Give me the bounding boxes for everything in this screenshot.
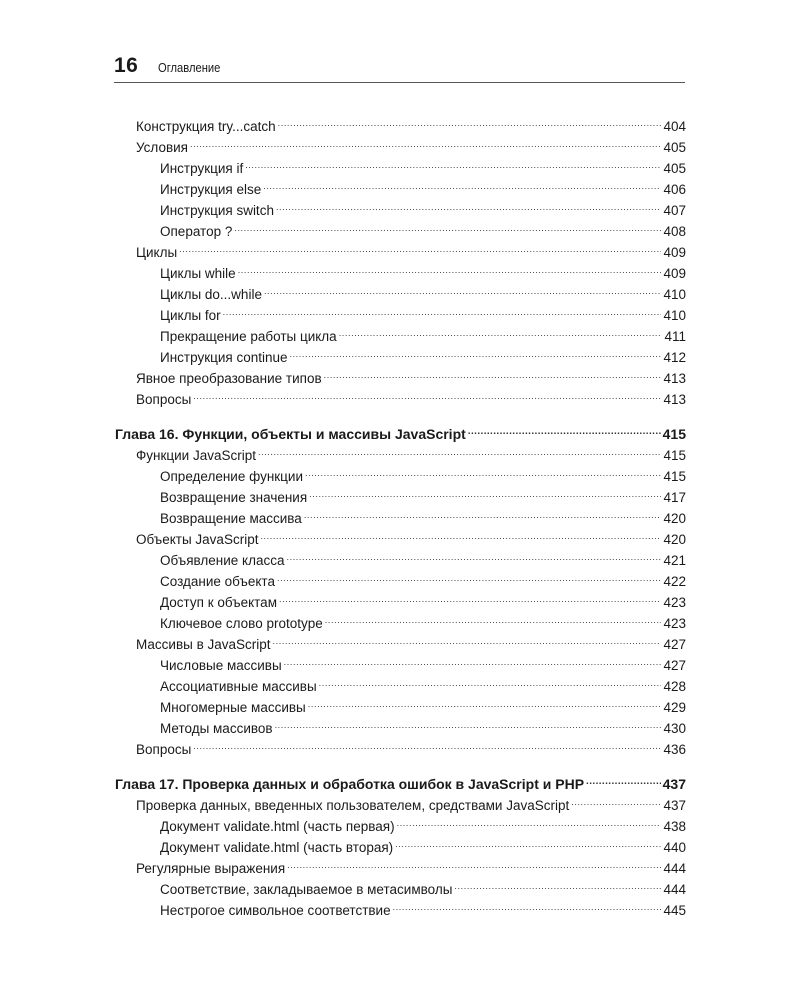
toc-entry [136,386,686,407]
toc-entry [136,442,686,463]
toc-entry [160,260,686,281]
entry-page-number: 409 [663,245,686,260]
toc-entry [160,897,686,918]
entry-title: Возвращение значения [160,490,308,505]
dot-leader [284,652,662,670]
entry-page-number: 427 [663,658,686,673]
entry-page-number: 429 [663,700,686,715]
entry-page-number: 422 [663,574,686,589]
entry-page-number: 404 [663,119,686,134]
entry-title: Массивы в JavaScript [136,637,271,652]
entry-page-number: 408 [663,224,686,239]
entry-page-number: 406 [663,182,686,197]
dot-leader [305,463,661,481]
entry-page-number: 413 [663,371,686,386]
dot-leader [309,484,661,502]
entry-title: Инструкция continue [160,350,288,365]
entry-page-number: 445 [663,903,686,918]
toc-entry [160,876,686,897]
dot-leader [278,113,662,131]
dot-leader [260,526,661,544]
entry-page-number: 423 [663,616,686,631]
dot-leader [190,134,661,152]
toc-entry [160,463,686,484]
entry-title: Доступ к объектам [160,595,277,610]
toc-entry [160,484,686,505]
entry-page-number: 444 [663,882,686,897]
dot-leader [454,876,661,894]
entry-page-number: 420 [663,532,686,547]
dot-leader [325,610,662,628]
dot-leader [397,813,662,831]
toc-entry [160,673,686,694]
entry-title: Глава 16. Функции, объекты и массивы JavaScript [115,426,466,442]
dot-leader [258,442,662,460]
dot-leader [319,673,662,691]
entry-title: Объекты JavaScript [136,532,259,547]
dot-leader [339,323,663,341]
dot-leader [279,589,661,607]
entry-title: Числовые массивы [160,658,282,673]
dot-leader [287,855,661,873]
entry-page-number: 412 [663,350,686,365]
toc-entry [160,652,686,673]
toc-entry [136,365,686,386]
entry-page-number: 413 [663,392,686,407]
entry-title: Конструкция try...catch [136,119,276,134]
entry-title: Регулярные выражения [136,861,286,876]
entry-title: Документ validate.html (часть вторая) [160,840,394,855]
entry-title: Инструкция else [160,182,262,197]
entry-title: Явное преобразование типов [136,371,322,386]
entry-page-number: 409 [663,266,686,281]
entry-page-number: 421 [663,553,686,568]
toc-entry [136,526,686,547]
page-header [114,52,685,83]
entry-title: Создание объекта [160,574,275,589]
toc-entry [136,792,686,813]
entry-title: Условия [136,140,188,155]
entry-page-number: 428 [663,679,686,694]
entry-title: Глава 17. Проверка данных и обработка ошибок в JavaScript и PHP [115,776,585,792]
entry-page-number: 423 [663,595,686,610]
toc-entry [160,834,686,855]
entry-page-number: 415 [663,469,686,484]
entry-page-number: 405 [663,161,686,176]
entry-page-number: 417 [663,490,686,505]
toc-entry [160,323,686,344]
dot-leader [223,302,662,320]
dot-leader [289,344,661,362]
dot-leader [238,260,662,278]
dot-leader [263,176,661,194]
toc-entry [160,547,686,568]
entry-title: Ассоциативные массивы [160,679,317,694]
entry-page-number: 440 [663,840,686,855]
entry-page-number: 405 [663,140,686,155]
dot-leader [287,547,662,565]
entry-title: Проверка данных, введенных пользователем, средствами JavaScript [136,798,570,813]
toc-entry [160,694,686,715]
page-number: 16 [114,54,139,77]
entry-title: Методы массивов [160,721,273,736]
dot-leader [586,771,661,789]
toc-entry [160,176,686,197]
entry-title: Нестрогое символьное соответствие [160,903,391,918]
entry-page-number: 444 [663,861,686,876]
entry-title: Циклы while [160,266,236,281]
running-title: Оглавление [158,60,221,75]
toc-entry [160,568,686,589]
dot-leader [304,505,662,523]
dot-leader [245,155,661,173]
toc-entry [136,631,686,652]
dot-leader [179,239,661,257]
toc-entry [160,715,686,736]
entry-page-number: 437 [662,776,686,792]
entry-page-number: 437 [663,798,686,813]
toc-entry [160,281,686,302]
entry-title: Циклы for [160,308,221,323]
entry-page-number: 410 [663,287,686,302]
dot-leader [276,197,662,215]
entry-title: Соответствие, закладываемое в метасимволы [160,882,453,897]
toc-entry [160,505,686,526]
dot-leader [273,631,662,649]
entry-title: Вопросы [136,392,192,407]
dot-leader [275,715,662,733]
entry-title: Оператор ? [160,224,233,239]
entry-title: Прекращение работы цикла [160,329,337,344]
entry-page-number: 415 [662,426,686,442]
entry-title: Циклы [136,245,178,260]
entry-page-number: 436 [663,742,686,757]
toc-entry [136,855,686,876]
entry-title: Вопросы [136,742,192,757]
toc-entry [136,113,686,134]
entry-page-number: 427 [663,637,686,652]
entry-page-number: 411 [664,329,686,344]
chapter-entry [115,421,686,442]
toc-entry [160,589,686,610]
entry-title: Функции JavaScript [136,448,256,463]
chapter-entry [115,771,686,792]
entry-page-number: 410 [663,308,686,323]
entry-title: Многомерные массивы [160,700,306,715]
entry-page-number: 438 [663,819,686,834]
entry-title: Документ validate.html (часть первая) [160,819,395,834]
entry-title: Возвращение массива [160,511,302,526]
toc-entry [160,610,686,631]
dot-leader [468,421,661,439]
entry-title: Инструкция if [160,161,244,176]
dot-leader [277,568,661,586]
toc-entry [160,302,686,323]
toc-entry [136,736,686,757]
entry-title: Циклы do...while [160,287,262,302]
toc-entry [160,155,686,176]
toc-entry [160,197,686,218]
dot-leader [193,386,661,404]
toc-entry [136,134,686,155]
entry-title: Ключевое слово prototype [160,616,323,631]
toc-entry [160,813,686,834]
dot-leader [324,365,662,383]
dot-leader [393,897,662,915]
entry-page-number: 407 [663,203,686,218]
toc-entry [160,344,686,365]
entry-title: Инструкция switch [160,203,274,218]
dot-leader [571,792,661,810]
dot-leader [395,834,661,852]
entry-title: Определение функции [160,469,303,484]
toc-entry [136,239,686,260]
entry-page-number: 415 [663,448,686,463]
dot-leader [193,736,661,754]
entry-page-number: 420 [663,511,686,526]
entry-title: Объявление класса [160,553,285,568]
toc-entry [160,218,686,239]
dot-leader [308,694,662,712]
dot-leader [234,218,661,236]
dot-leader [264,281,662,299]
entry-page-number: 430 [663,721,686,736]
